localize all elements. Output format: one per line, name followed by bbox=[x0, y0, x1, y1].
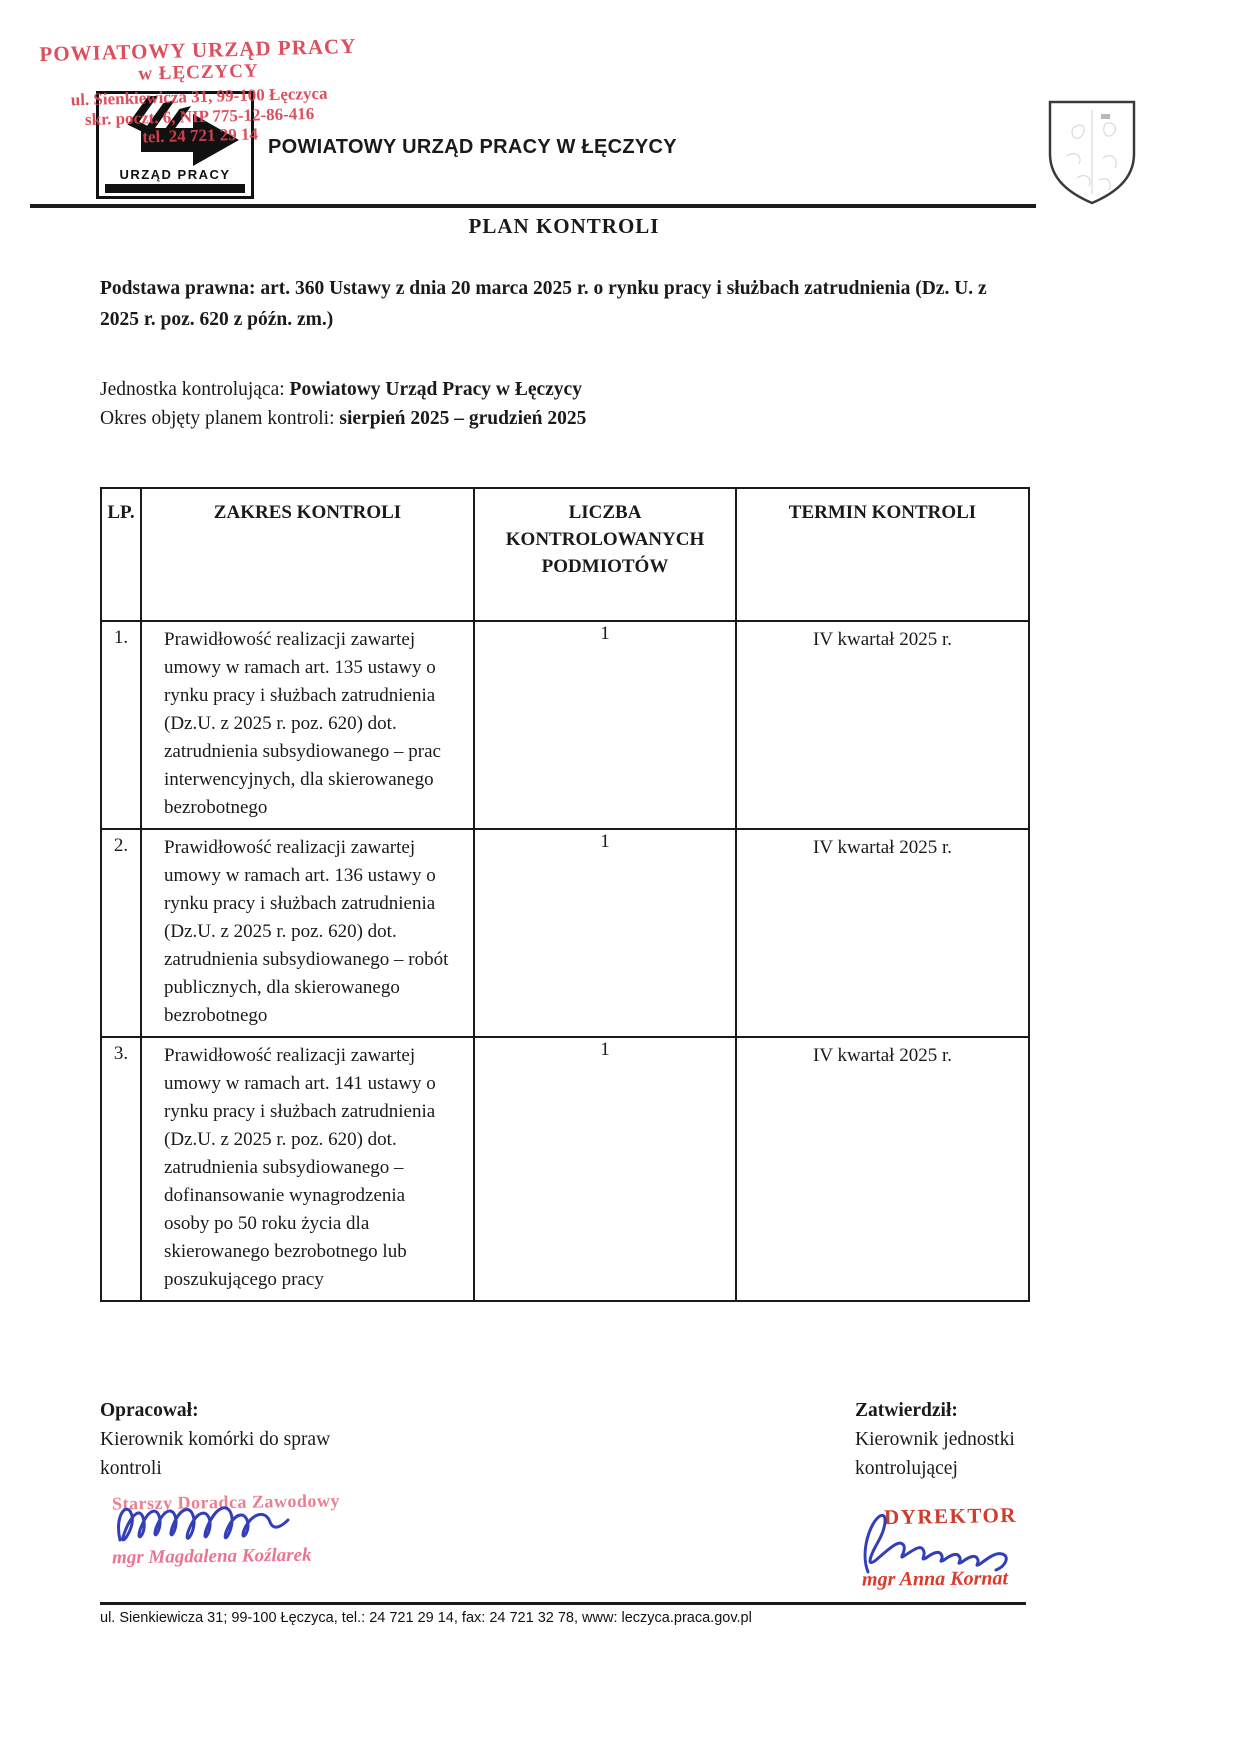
prepared-by-title: Opracował: bbox=[100, 1400, 199, 1421]
left-stamp-name: mgr Magdalena Koźlarek bbox=[111, 1544, 312, 1569]
logo-bar bbox=[105, 184, 245, 193]
document-content bbox=[100, 214, 1028, 1302]
approved-by-title: Zatwierdził: bbox=[855, 1400, 958, 1421]
row-lp: 2. bbox=[101, 829, 141, 1037]
stamp-line: POWIATOWY URZĄD PRACY bbox=[39, 33, 357, 67]
control-plan-table bbox=[100, 487, 1030, 1302]
row-zakres: Prawidłowość realizacji zawartej umowy w ramach art. 135 ustawy o rynku pracy i służbach zatrudnienia (Dz.U. z 2025 r. poz. 620) dot. zatrudnienia subsydiowanego – prac interwencyjnych, dla skierowanego bezrobotnego bbox=[141, 621, 474, 829]
right-handwritten-signature-icon bbox=[846, 1508, 1046, 1578]
left-stamp-role: Starszy Doradca Zawodowy bbox=[111, 1490, 341, 1514]
office-stamp bbox=[23, 33, 376, 150]
header-divider bbox=[30, 204, 1036, 208]
stamp-line: tel. 24 721 29 14 bbox=[142, 124, 259, 147]
left-handwritten-signature-icon bbox=[108, 1496, 318, 1558]
row-termin: IV kwartał 2025 r. bbox=[736, 621, 1029, 829]
col-header-termin: TERMIN KONTROLI bbox=[736, 488, 1029, 621]
prepared-by-block bbox=[100, 1396, 360, 1483]
row-zakres: Prawidłowość realizacji zawartej umowy w ramach art. 136 ustawy o rynku pracy i służbach zatrudnienia (Dz.U. z 2025 r. poz. 620) dot. zatrudnienia subsydiowanego – robót publicznych, dla skierowanego bezrobotnego bbox=[141, 829, 474, 1037]
table-row bbox=[101, 829, 1029, 1037]
coat-of-arms-icon bbox=[1043, 98, 1141, 208]
meta-block bbox=[100, 375, 1028, 433]
stamp-line: ul. Sienkiewicza 31, 99-100 Łęczyca bbox=[70, 83, 328, 110]
row-liczba: 1 bbox=[474, 829, 736, 1037]
logo-label: URZĄD PRACY bbox=[119, 167, 231, 182]
col-header-zakres: ZAKRES KONTROLI bbox=[141, 488, 474, 621]
footer-divider bbox=[100, 1602, 1026, 1605]
period-value: sierpień 2025 – grudzień 2025 bbox=[339, 408, 587, 429]
right-stamp-role: DYREKTOR bbox=[883, 1502, 1018, 1530]
col-header-lp: LP. bbox=[101, 488, 141, 621]
table-row bbox=[101, 1037, 1029, 1301]
footer-address: ul. Sienkiewicza 31; 99-100 Łęczyca, tel.: 24 721 29 14, fax: 24 721 32 78, www: leczyca.praca.gov.pl bbox=[100, 1610, 752, 1626]
row-termin: IV kwartał 2025 r. bbox=[736, 1037, 1029, 1301]
approved-by-role: Kierownik jednostki kontrolującej bbox=[855, 1429, 1015, 1479]
legal-basis: Podstawa prawna: art. 360 Ustawy z dnia 20 marca 2025 r. o rynku pracy i służbach zatrudnienia (Dz. U. z 2025 r. poz. 620 z późn. zm.) bbox=[100, 278, 987, 330]
col-header-liczba: LICZBA KONTROLOWANYCH PODMIOTÓW bbox=[474, 488, 736, 621]
table-row bbox=[101, 621, 1029, 829]
prepared-by-role: Kierownik komórki do spraw kontroli bbox=[100, 1429, 331, 1479]
row-termin: IV kwartał 2025 r. bbox=[736, 829, 1029, 1037]
row-lp: 1. bbox=[101, 621, 141, 829]
right-stamp-name: mgr Anna Kornat bbox=[861, 1567, 1009, 1591]
page-title: PLAN KONTROLI bbox=[468, 214, 660, 238]
table-header-row bbox=[101, 488, 1029, 621]
unit-label: Jednostka kontrolująca: bbox=[100, 379, 290, 400]
stamp-line: w ŁĘCZYCY bbox=[138, 60, 259, 85]
row-liczba: 1 bbox=[474, 621, 736, 829]
row-liczba: 1 bbox=[474, 1037, 736, 1301]
org-title: POWIATOWY URZĄD PRACY W ŁĘCZYCY bbox=[268, 136, 677, 158]
unit-value: Powiatowy Urząd Pracy w Łęczycy bbox=[289, 379, 582, 400]
row-lp: 3. bbox=[101, 1037, 141, 1301]
approved-by-block bbox=[855, 1396, 1095, 1483]
period-label: Okres objęty planem kontroli: bbox=[100, 408, 340, 429]
row-zakres: Prawidłowość realizacji zawartej umowy w ramach art. 141 ustawy o rynku pracy i służbach zatrudnienia (Dz.U. z 2025 r. poz. 620) dot. zatrudnienia subsydiowanego – dofinansowanie wynagrodzenia osoby po 50 roku życia dla skierowanego bezrobotnego lub poszukującego pracy bbox=[141, 1037, 474, 1301]
stamp-line: skr. poczt. 6, NIP 775-12-86-416 bbox=[84, 103, 315, 129]
